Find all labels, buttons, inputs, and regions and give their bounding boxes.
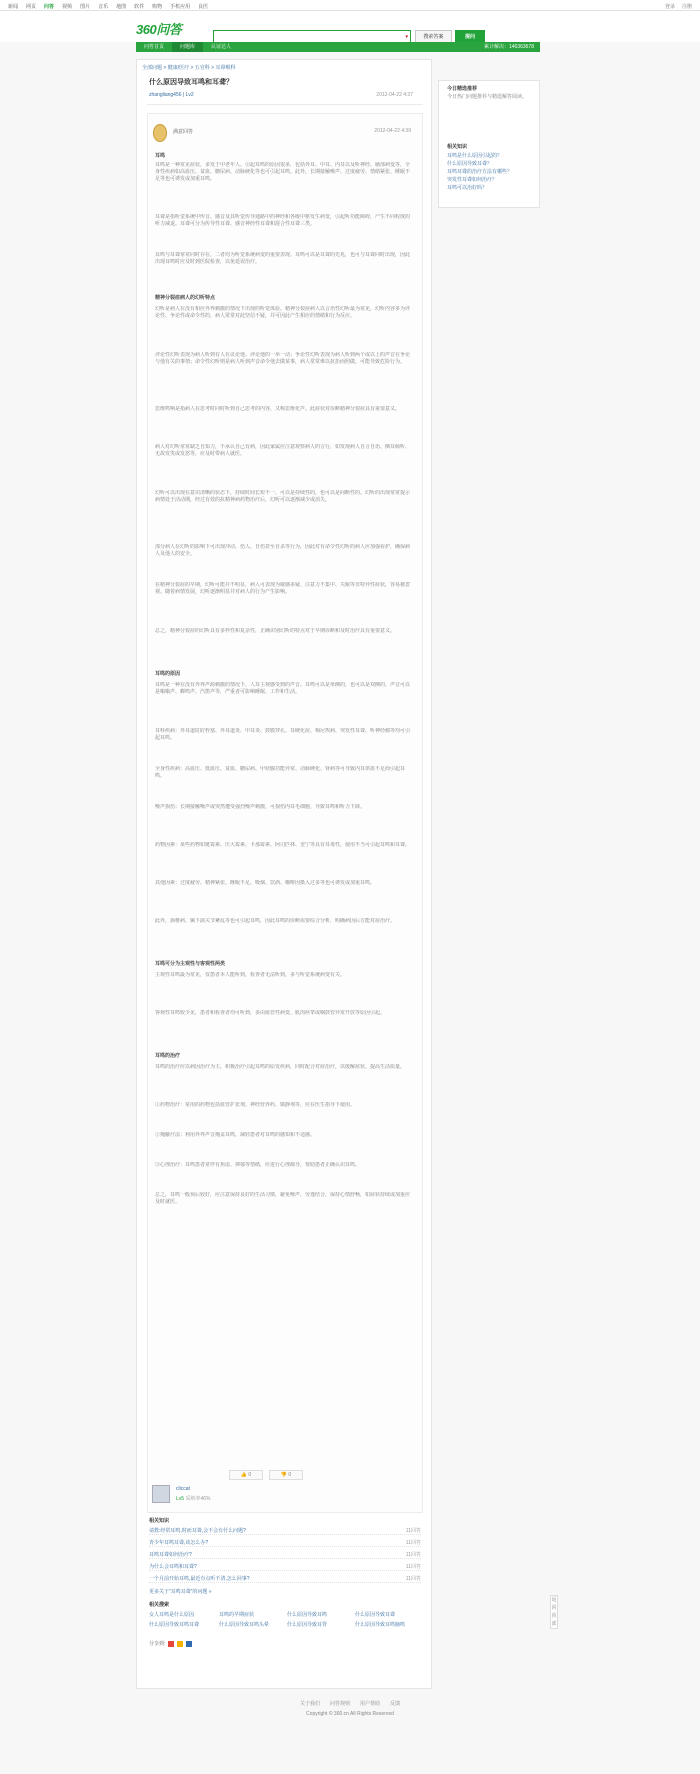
answer-paragraph: 耳鸣的治疗应以病因治疗为主，积极治疗引起耳鸣的原发疾病，同时配合对症治疗，以缓解症状、提高生活质量。 bbox=[155, 1064, 406, 1070]
renren-share-icon[interactable] bbox=[186, 1641, 192, 1647]
related-item-count: 11回答 bbox=[405, 1564, 421, 1570]
answer-paragraph: ②掩蔽疗法：利用外界声音掩盖耳鸣，减轻患者对耳鸣的感知和不适感。 bbox=[155, 1132, 316, 1138]
top-nav-news[interactable]: 新闻 bbox=[8, 4, 19, 10]
answer-paragraph: 其他因素：过度疲劳、精神紧张、睡眠不足、吸烟、饮酒、咖啡因摄入过多等也可诱发或加重耳鸣。 bbox=[155, 880, 376, 886]
sidebar-item[interactable]: 耳鸣耳聋的治疗方法有哪些？ bbox=[447, 169, 513, 175]
top-nav-mobile-apps[interactable]: 手机应用 bbox=[170, 4, 191, 10]
upvote-count: 0 bbox=[248, 1472, 252, 1478]
keyword-link[interactable]: 什么原因导致耳聋 bbox=[355, 1612, 396, 1618]
answer-paragraph: 耳鸣是一种在没有外界声源刺激的情况下，人耳主观感受到的声音。耳鸣可以是单侧的，也可以是双侧的，声音可以是嗡嗡声、蝉鸣声、汽笛声等，严重者可影响睡眠、工作和生活。 bbox=[155, 682, 411, 695]
answer-paragraph: 耳鸣是一种常见症状，多发于中老年人。引起耳鸣的原因很多，包括外耳、中耳、内耳以及听神经、脑部病变等，全身性疾病如高血压、贫血、糖尿病、动脉硬化等也可引起耳鸣。此外，长期接触噪声、过度疲劳、情绪紧张、睡眠不足等也可诱发或加重耳鸣。 bbox=[155, 162, 411, 182]
answer-heading-tinnitus: 耳鸣 bbox=[155, 153, 166, 159]
related-item-link[interactable]: 一个月前开始耳鸣,最近有点听不清,怎么回事? bbox=[149, 1576, 250, 1582]
answer-paragraph: 病人对幻听常常缺乏自知力，不承认自己有病，因此家属应注意观察病人的言行，如发现病人自言自语、侧耳倾听、无故发笑或发怒等，应及时带病人就医。 bbox=[155, 444, 411, 457]
answer-paragraph: 主观性耳鸣最为常见，仅患者本人能听到，检查者无法听到，多与听觉系统病变有关。 bbox=[155, 972, 346, 978]
divider bbox=[147, 104, 423, 105]
keyword-link[interactable]: 耳鸣的早期症状 bbox=[219, 1612, 255, 1618]
sidebar-item[interactable]: 耳鸣可以治好吗？ bbox=[447, 185, 488, 191]
main-nav bbox=[136, 42, 540, 52]
answer-paragraph: 幻听可以出现在意识清晰的状态下，持续时间长短不一，可以是持续性的，也可以是间断性的。幻听的出现常常提示病情处于活动期，经过有效的抗精神病药物治疗后，幻听可以逐渐减少或消失。 bbox=[155, 490, 411, 503]
ask-question-button[interactable]: 提问 bbox=[455, 30, 485, 44]
breadcrumb[interactable]: 全部问题 > 健康/医疗 > 五官科 > 耳鼻喉科 bbox=[142, 65, 236, 71]
sidebar-item[interactable]: 什么原因导致耳聋？ bbox=[447, 161, 493, 167]
answer-paragraph: 药物因素：某些药物如链霉素、庆大霉素、卡那霉素、阿司匹林、奎宁等具有耳毒性，使用不当可引起耳鸣和耳聋。 bbox=[155, 842, 411, 848]
question-time: 2012-04-22 4:37 bbox=[376, 92, 413, 98]
sidebar-text: 今日热门问题推荐与精选解答阅读。 bbox=[447, 94, 528, 100]
answer-paragraph: 幻听是病人在没有相应外界刺激的情况下出现的听觉体验。精神分裂症病人以言语性幻听最为常见，幻听内容多为评论性、争论性或命令性的，病人常常对此坚信不疑，并可因此产生相应的情绪和行为反应。 bbox=[155, 306, 411, 319]
sidebar-item[interactable]: 突发性耳聋如何治疗？ bbox=[447, 177, 498, 183]
register-link[interactable]: 注册 bbox=[681, 4, 692, 10]
related-item[interactable] bbox=[149, 1562, 421, 1571]
sidebar-title: 今日精选推荐 bbox=[447, 86, 478, 92]
keyword-link[interactable]: 什么原因导致耳鸣耳聋 bbox=[149, 1622, 200, 1628]
sidebar-item[interactable]: 耳鸣是什么原因引起的？ bbox=[447, 153, 503, 159]
answer-paragraph: 全身性疾病：高血压、低血压、贫血、糖尿病、甲状腺功能异常、动脉硬化、肾病等可导致内耳供血不足而引起耳鸣。 bbox=[155, 766, 406, 779]
site-logo[interactable]: 360问答 bbox=[136, 22, 182, 37]
answer-paragraph: 耳聋是指听觉系统中传音、感音及其听觉传导通路中的神经和各级中枢发生病变，引起听功能障碍，产生不同程度的听力减退。耳聋可分为传导性耳聋、感音神经性耳聋和混合性耳聋三类。 bbox=[155, 214, 411, 227]
medal-icon bbox=[153, 124, 167, 142]
login-link[interactable]: 登录 bbox=[664, 4, 675, 10]
related-item-count: 11回答 bbox=[405, 1540, 421, 1546]
keyword-link[interactable]: 什么原因导致耳鸣头晕 bbox=[219, 1622, 270, 1628]
answer-paragraph: ③心理治疗：耳鸣患者常伴有焦虑、抑郁等情绪，应进行心理疏导，帮助患者正确认识耳鸣。 bbox=[155, 1162, 361, 1168]
related-title: 相关知识 bbox=[149, 1518, 170, 1524]
footer-link[interactable]: 关于我们 bbox=[299, 1701, 320, 1707]
answer-paragraph: 思维鸣响是指病人在思考时同时听到自己思考的内容，又称思维化声。此症状对诊断精神分裂症具有重要意义。 bbox=[155, 406, 401, 412]
keywords-title: 相关搜索 bbox=[149, 1602, 170, 1608]
answer-paragraph: 客观性耳鸣较少见，患者和检查者均可听到，多由血管性病变、肌肉痉挛或咽鼓管异常开放等原因引起。 bbox=[155, 1010, 386, 1016]
nav-home[interactable]: 问答首页 bbox=[144, 44, 165, 50]
keyword-link[interactable]: 女人耳鸣是什么原因 bbox=[149, 1612, 195, 1618]
back-to-top-button[interactable]: 返回顶部 bbox=[551, 1597, 557, 1627]
top-nav-music[interactable]: 音乐 bbox=[98, 4, 109, 10]
top-nav-bar bbox=[0, 0, 700, 11]
nav-question-library[interactable]: 问题库 bbox=[172, 42, 203, 52]
upvote-button[interactable]: 👍 0 bbox=[229, 1470, 263, 1480]
footer-link[interactable]: 问答规则 bbox=[329, 1701, 350, 1707]
footer-link[interactable]: 用户帮助 bbox=[360, 1701, 381, 1707]
answer-heading: 耳鸣的治疗 bbox=[155, 1053, 181, 1059]
answerer-stats bbox=[176, 1495, 210, 1502]
top-nav-links bbox=[8, 3, 216, 10]
related-item-count: 11回答 bbox=[405, 1528, 421, 1534]
answer-paragraph: 在精神分裂症的早期，幻听可能并不明显，病人可表现为敏感多疑、注意力不集中、失眠等非特异性症状，容易被忽视。随着病情发展，幻听逐渐明显并对病人的行为产生影响。 bbox=[155, 582, 411, 595]
header bbox=[0, 11, 700, 42]
question-title: 什么原因导致耳鸣和耳聋？ bbox=[149, 79, 233, 86]
related-item[interactable] bbox=[149, 1526, 421, 1535]
answer-paragraph: 耳科疾病：外耳道耵聍栓塞、外耳道炎、中耳炎、鼓膜穿孔、耳硬化症、梅尼埃病、突发性耳聋、听神经瘤等均可引起耳鸣。 bbox=[155, 728, 411, 741]
answer-paragraph: 耳鸣与耳聋常常同时存在，二者均为听觉系统病变的重要表现。耳鸣可以是耳聋的先兆，也可与耳聋同时出现，因此出现耳鸣时应及时到医院检查，以免延误治疗。 bbox=[155, 252, 411, 265]
footer bbox=[0, 1700, 700, 1774]
answerer-name[interactable]: cliccat bbox=[176, 1486, 190, 1492]
related-item[interactable] bbox=[149, 1574, 421, 1583]
related-item-count: 11回答 bbox=[405, 1552, 421, 1558]
asker-level: Lv2 bbox=[185, 92, 194, 98]
sidebar bbox=[438, 80, 540, 208]
related-item[interactable] bbox=[149, 1538, 421, 1547]
share-label: 分享到: bbox=[149, 1641, 166, 1647]
related-item-link[interactable]: 耳鸣耳聋如何治疗? bbox=[149, 1552, 192, 1558]
related-item-link[interactable]: 请教:经常耳鸣,时而耳聋,会不会有什么问题? bbox=[149, 1528, 246, 1534]
answer-paragraph: 评论性幻听表现为病人听到有人在议论他、评论他的一举一动；争论性幻听表现为病人听到两个或以上的声音在争论与他有关的事情；命令性幻听则是病人听到声音命令他去做某事，病人常常难以抗拒而照做，可能导致危险行为。 bbox=[155, 352, 411, 365]
related-item-link[interactable]: 青少年耳鸣耳聋,该怎么办? bbox=[149, 1540, 209, 1546]
answer-heading: 耳鸣的原因 bbox=[155, 671, 181, 677]
related-item[interactable] bbox=[149, 1550, 421, 1559]
question-meta: zhangliang456 | Lv2 bbox=[149, 92, 194, 98]
weibo-share-icon[interactable] bbox=[168, 1641, 174, 1647]
answer-paragraph: 噪声损伤：长期接触噪声或突然遭受强烈噪声刺激，可损伤内耳毛细胞，导致耳鸣和听力下降。 bbox=[155, 804, 366, 810]
nav-experts[interactable]: 认证达人 bbox=[211, 44, 232, 50]
answer-paragraph: 总之，精神分裂症的幻听具有多样性和复杂性，正确识别幻听的特点对于早期诊断和及时治疗具有重要意义。 bbox=[155, 628, 396, 634]
related-more-link[interactable]: 更多关于“耳鸣耳聋”的问题 » bbox=[149, 1589, 212, 1595]
downvote-count: 0 bbox=[288, 1472, 292, 1478]
related-item-link[interactable]: 为什么会耳鸣和耳聋? bbox=[149, 1564, 197, 1570]
top-nav-web[interactable]: 网页 bbox=[26, 4, 37, 10]
answer-paragraph: 总之，耳鸣一般预后较好，应注意保持良好的生活习惯，避免噪声，劳逸结合，保持心情舒畅，如症状持续或加重应及时就医。 bbox=[155, 1192, 411, 1205]
top-nav-doctor[interactable]: 良医 bbox=[198, 4, 209, 10]
top-nav-software[interactable]: 软件 bbox=[134, 4, 145, 10]
answer-heading: 精神分裂症病人的幻听特点 bbox=[155, 295, 216, 301]
top-nav-image[interactable]: 图片 bbox=[80, 4, 91, 10]
share-bar bbox=[149, 1640, 192, 1647]
answer-paragraph: ①药物治疗：常用的药物包括血管扩张剂、神经营养药、镇静剂等，应在医生指导下使用。 bbox=[155, 1102, 356, 1108]
best-answer-label: 满意回答 bbox=[173, 129, 194, 135]
footer-link[interactable]: 反馈 bbox=[390, 1701, 401, 1707]
sidebar-related-title: 相关知识 bbox=[447, 144, 468, 150]
search-answer-button[interactable]: 搜索答案 bbox=[415, 30, 452, 44]
answerer-level: Lv5 bbox=[176, 1496, 185, 1502]
keyword-link[interactable]: 什么原因导致耳鸣 bbox=[287, 1612, 328, 1618]
top-nav-shopping[interactable]: 购物 bbox=[152, 4, 163, 10]
copyright: Copyright © 360.cn All Rights Reserved bbox=[306, 1711, 394, 1717]
related-item-count: 11回答 bbox=[405, 1576, 421, 1582]
keyword-link[interactable]: 什么原因导致耳背 bbox=[287, 1622, 328, 1628]
keyword-link[interactable]: 什么原因导致耳鸣脑鸣 bbox=[355, 1622, 406, 1628]
chevron-down-icon[interactable]: ▾ bbox=[405, 34, 408, 40]
top-nav-map[interactable]: 地图 bbox=[116, 4, 127, 10]
answerer-rate: 采纳率46% bbox=[185, 1496, 211, 1502]
asker-name[interactable]: zhangliang456 bbox=[149, 92, 182, 98]
main-content bbox=[136, 59, 432, 1689]
qzone-share-icon[interactable] bbox=[177, 1641, 183, 1647]
answer-heading: 耳鸣可分为主观性与客观性两类 bbox=[155, 961, 226, 967]
avatar[interactable] bbox=[152, 1485, 170, 1503]
answer-time: 2012-04-22 4:39 bbox=[374, 128, 411, 134]
top-nav-wenda[interactable]: 问答 bbox=[44, 4, 55, 10]
downvote-button[interactable]: 👎 0 bbox=[269, 1470, 303, 1480]
user-links bbox=[658, 3, 692, 10]
top-nav-video[interactable]: 视频 bbox=[62, 4, 73, 10]
answer-paragraph: 部分病人在幻听的影响下可出现冲动、伤人、自伤甚至自杀等行为，因此对有命令性幻听的病人应加强看护，确保病人及他人的安全。 bbox=[155, 544, 411, 557]
solved-count: 累计解决：146363678 bbox=[483, 44, 534, 50]
answer-paragraph: 此外，颈椎病、颞下颌关节紊乱等也可引起耳鸣，因此耳鸣的诊断需要综合分析，明确病因后方能对症治疗。 bbox=[155, 918, 396, 924]
footer-links bbox=[0, 1700, 700, 1707]
